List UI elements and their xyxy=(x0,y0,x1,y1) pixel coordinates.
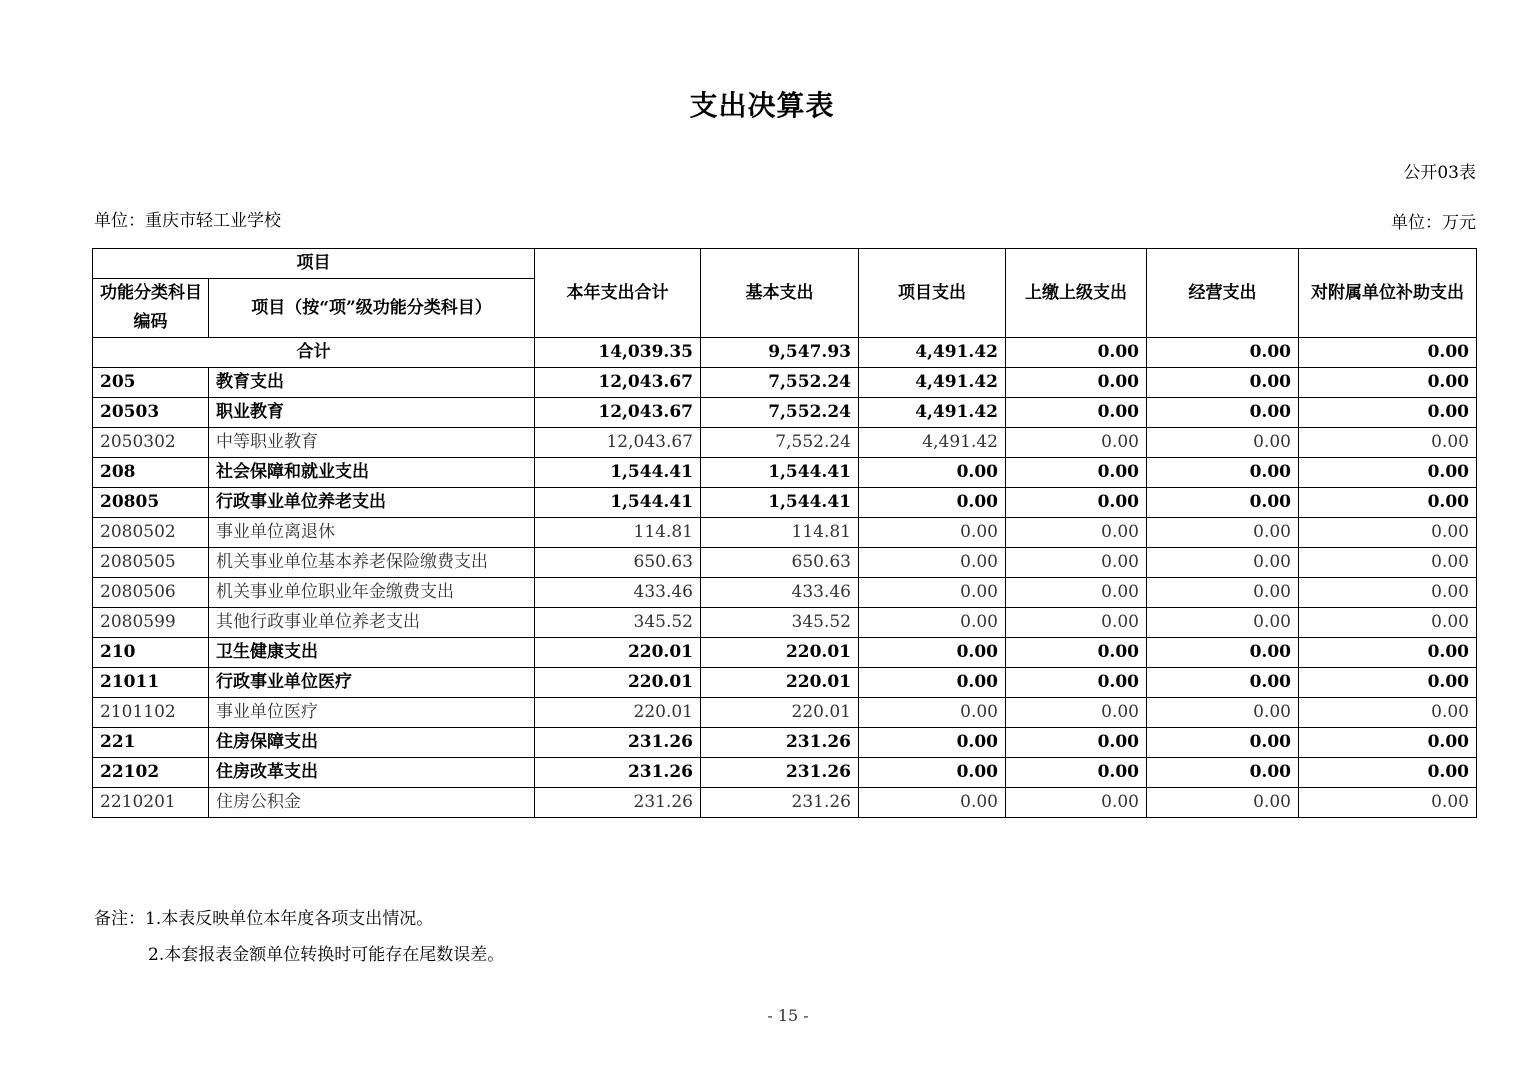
row-value: 0.00 xyxy=(1299,368,1477,398)
table-row xyxy=(93,428,1477,458)
row-value: 0.00 xyxy=(1006,428,1147,458)
row-value: 433.46 xyxy=(535,578,701,608)
row-value: 0.00 xyxy=(1147,458,1299,488)
header-code-line2: 编码 xyxy=(133,312,168,332)
page-number: - 15 - xyxy=(767,1006,809,1025)
header-project: 项目 xyxy=(93,249,535,279)
row-name: 住房保障支出 xyxy=(209,728,535,758)
row-code: 208 xyxy=(93,458,209,488)
row-value: 0.00 xyxy=(1299,548,1477,578)
row-value: 0.00 xyxy=(1006,638,1147,668)
row-value: 650.63 xyxy=(535,548,701,578)
row-value: 0.00 xyxy=(1006,518,1147,548)
table-row xyxy=(93,788,1477,818)
header-project-expense: 项目支出 xyxy=(859,249,1006,338)
row-value: 231.26 xyxy=(535,728,701,758)
row-name: 机关事业单位职业年金缴费支出 xyxy=(209,578,535,608)
row-value: 1,544.41 xyxy=(535,488,701,518)
row-value: 4,491.42 xyxy=(859,398,1006,428)
note-line-2: 2.本套报表金额单位转换时可能存在尾数误差。 xyxy=(148,945,505,965)
row-value: 0.00 xyxy=(859,698,1006,728)
total-cell: 4,491.42 xyxy=(859,338,1006,368)
table-row xyxy=(93,698,1477,728)
header-business: 经营支出 xyxy=(1147,249,1299,338)
row-value: 12,043.67 xyxy=(535,428,701,458)
row-value: 7,552.24 xyxy=(701,428,859,458)
row-value: 114.81 xyxy=(535,518,701,548)
row-value: 12,043.67 xyxy=(535,368,701,398)
row-name: 事业单位离退休 xyxy=(209,518,535,548)
note-line-1: 备注：1.本表反映单位本年度各项支出情况。 xyxy=(94,909,434,929)
row-value: 0.00 xyxy=(1006,728,1147,758)
row-name: 事业单位医疗 xyxy=(209,698,535,728)
row-value: 220.01 xyxy=(535,698,701,728)
total-row xyxy=(93,338,1477,368)
row-code: 2080599 xyxy=(93,608,209,638)
total-label: 合计 xyxy=(93,338,535,368)
row-value: 231.26 xyxy=(535,758,701,788)
row-value: 0.00 xyxy=(859,548,1006,578)
row-value: 1,544.41 xyxy=(701,488,859,518)
row-value: 0.00 xyxy=(1006,788,1147,818)
row-name: 住房改革支出 xyxy=(209,758,535,788)
total-cell: 0.00 xyxy=(1006,338,1147,368)
row-value: 0.00 xyxy=(1147,398,1299,428)
row-value: 0.00 xyxy=(1299,638,1477,668)
expenditure-table xyxy=(92,248,1477,818)
row-value: 0.00 xyxy=(1299,458,1477,488)
row-value: 4,491.42 xyxy=(859,368,1006,398)
row-name: 行政事业单位医疗 xyxy=(209,668,535,698)
header-total: 本年支出合计 xyxy=(535,249,701,338)
table-row xyxy=(93,518,1477,548)
header-name: 项目（按“项”级功能分类科目） xyxy=(209,279,535,338)
row-code: 2050302 xyxy=(93,428,209,458)
row-value: 0.00 xyxy=(1147,578,1299,608)
header-upper-payment: 上缴上级支出 xyxy=(1006,249,1147,338)
row-value: 0.00 xyxy=(1147,548,1299,578)
header-subsidy: 对附属单位补助支出 xyxy=(1299,249,1477,338)
row-value: 0.00 xyxy=(1006,578,1147,608)
row-code: 22102 xyxy=(93,758,209,788)
row-value: 12,043.67 xyxy=(535,398,701,428)
row-value: 433.46 xyxy=(701,578,859,608)
table-row xyxy=(93,668,1477,698)
row-value: 1,544.41 xyxy=(701,458,859,488)
table-row xyxy=(93,578,1477,608)
row-code: 2080506 xyxy=(93,578,209,608)
row-code: 205 xyxy=(93,368,209,398)
header-basic: 基本支出 xyxy=(701,249,859,338)
row-code: 221 xyxy=(93,728,209,758)
table-row xyxy=(93,368,1477,398)
row-value: 0.00 xyxy=(1147,788,1299,818)
row-value: 0.00 xyxy=(1147,518,1299,548)
row-value: 0.00 xyxy=(859,518,1006,548)
page-title: 支出决算表 xyxy=(689,89,835,122)
row-value: 0.00 xyxy=(1147,758,1299,788)
row-value: 0.00 xyxy=(1147,728,1299,758)
row-code: 2080502 xyxy=(93,518,209,548)
reporting-unit: 单位：重庆市轻工业学校 xyxy=(94,211,281,231)
row-value: 114.81 xyxy=(701,518,859,548)
table-row xyxy=(93,728,1477,758)
row-value: 0.00 xyxy=(1006,398,1147,428)
row-value: 0.00 xyxy=(1006,698,1147,728)
row-name: 机关事业单位基本养老保险缴费支出 xyxy=(209,548,535,578)
row-value: 7,552.24 xyxy=(701,398,859,428)
table-row xyxy=(93,548,1477,578)
row-value: 0.00 xyxy=(1299,728,1477,758)
total-cell: 0.00 xyxy=(1147,338,1299,368)
row-value: 0.00 xyxy=(859,758,1006,788)
row-value: 0.00 xyxy=(859,728,1006,758)
total-cell: 0.00 xyxy=(1299,338,1477,368)
header-code xyxy=(93,279,209,338)
row-value: 0.00 xyxy=(859,608,1006,638)
row-code: 21011 xyxy=(93,668,209,698)
row-value: 0.00 xyxy=(1299,698,1477,728)
currency-unit: 单位：万元 xyxy=(1391,213,1476,233)
row-value: 0.00 xyxy=(1299,668,1477,698)
total-cell: 14,039.35 xyxy=(535,338,701,368)
row-value: 345.52 xyxy=(535,608,701,638)
row-name: 教育支出 xyxy=(209,368,535,398)
row-value: 650.63 xyxy=(701,548,859,578)
row-value: 0.00 xyxy=(1006,668,1147,698)
row-value: 0.00 xyxy=(859,788,1006,818)
row-value: 0.00 xyxy=(859,578,1006,608)
row-value: 0.00 xyxy=(1006,458,1147,488)
row-value: 4,491.42 xyxy=(859,428,1006,458)
table-row xyxy=(93,488,1477,518)
row-value: 0.00 xyxy=(1147,488,1299,518)
table-row xyxy=(93,608,1477,638)
row-value: 231.26 xyxy=(701,788,859,818)
row-value: 231.26 xyxy=(701,728,859,758)
row-value: 0.00 xyxy=(1006,368,1147,398)
row-value: 0.00 xyxy=(859,458,1006,488)
row-value: 220.01 xyxy=(535,668,701,698)
row-value: 0.00 xyxy=(1299,578,1477,608)
row-value: 0.00 xyxy=(1006,758,1147,788)
row-value: 0.00 xyxy=(1299,788,1477,818)
row-value: 0.00 xyxy=(1147,638,1299,668)
row-value: 7,552.24 xyxy=(701,368,859,398)
row-value: 0.00 xyxy=(1006,608,1147,638)
table-row xyxy=(93,458,1477,488)
row-name: 职业教育 xyxy=(209,398,535,428)
row-value: 0.00 xyxy=(1299,428,1477,458)
row-code: 20805 xyxy=(93,488,209,518)
form-code: 公开03表 xyxy=(1403,163,1476,183)
row-name: 行政事业单位养老支出 xyxy=(209,488,535,518)
row-name: 卫生健康支出 xyxy=(209,638,535,668)
header-code-line1: 功能分类科目 xyxy=(100,283,202,303)
row-value: 0.00 xyxy=(859,668,1006,698)
row-name: 住房公积金 xyxy=(209,788,535,818)
row-value: 220.01 xyxy=(701,668,859,698)
table-row xyxy=(93,398,1477,428)
row-value: 0.00 xyxy=(1147,668,1299,698)
row-value: 0.00 xyxy=(859,638,1006,668)
row-value: 0.00 xyxy=(1006,488,1147,518)
row-value: 0.00 xyxy=(1299,608,1477,638)
row-value: 0.00 xyxy=(1299,758,1477,788)
table-row xyxy=(93,758,1477,788)
row-value: 231.26 xyxy=(535,788,701,818)
row-name: 社会保障和就业支出 xyxy=(209,458,535,488)
row-value: 231.26 xyxy=(701,758,859,788)
table-row xyxy=(93,638,1477,668)
row-name: 其他行政事业单位养老支出 xyxy=(209,608,535,638)
row-value: 0.00 xyxy=(859,488,1006,518)
row-code: 2210201 xyxy=(93,788,209,818)
row-value: 345.52 xyxy=(701,608,859,638)
row-value: 1,544.41 xyxy=(535,458,701,488)
row-value: 0.00 xyxy=(1299,518,1477,548)
row-name: 中等职业教育 xyxy=(209,428,535,458)
row-value: 0.00 xyxy=(1147,368,1299,398)
row-value: 220.01 xyxy=(701,698,859,728)
row-value: 0.00 xyxy=(1299,488,1477,518)
row-code: 20503 xyxy=(93,398,209,428)
row-code: 2080505 xyxy=(93,548,209,578)
row-code: 2101102 xyxy=(93,698,209,728)
row-value: 0.00 xyxy=(1006,548,1147,578)
row-value: 0.00 xyxy=(1299,398,1477,428)
row-value: 220.01 xyxy=(701,638,859,668)
row-value: 0.00 xyxy=(1147,428,1299,458)
total-cell: 9,547.93 xyxy=(701,338,859,368)
row-value: 0.00 xyxy=(1147,698,1299,728)
row-value: 220.01 xyxy=(535,638,701,668)
row-code: 210 xyxy=(93,638,209,668)
row-value: 0.00 xyxy=(1147,608,1299,638)
